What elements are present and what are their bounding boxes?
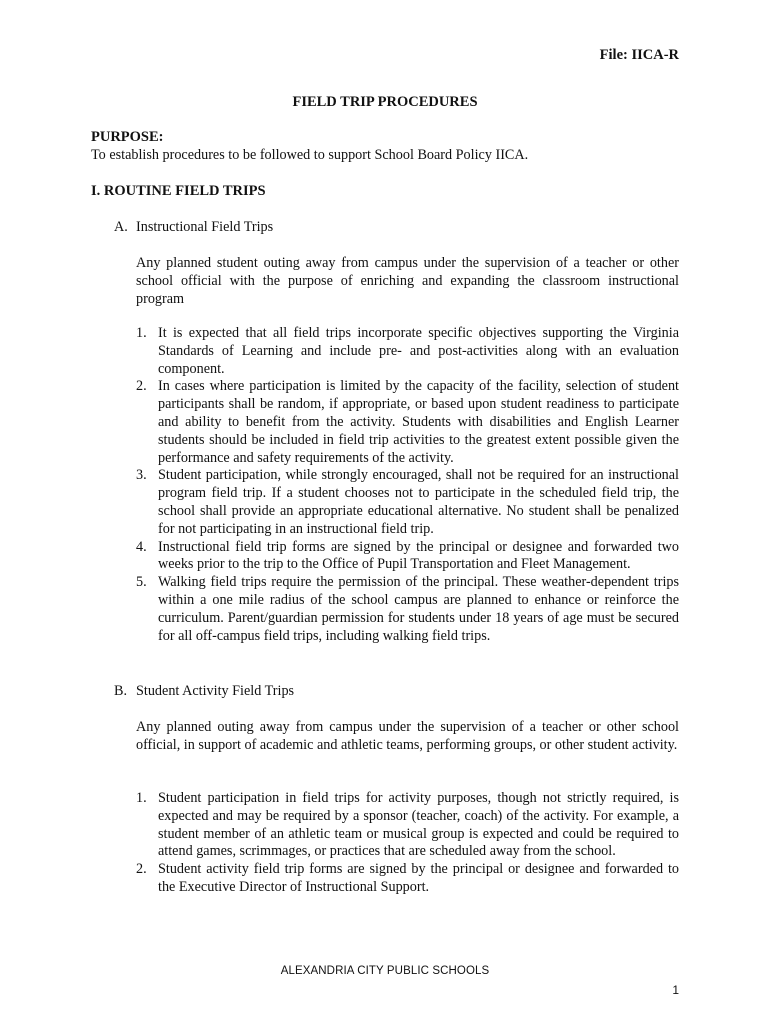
subsection-a-intro: Any planned student outing away from campus under the supervision of a teacher or other school official with the purpose of enriching and expanding the classroom instructional program: [136, 255, 679, 307]
purpose-text: To establish procedures to be followed to support School Board Policy IICA.: [91, 147, 529, 163]
list-item: [136, 467, 679, 538]
purpose-heading: PURPOSE:: [91, 129, 164, 145]
subsection-a-title: Instructional Field Trips: [136, 219, 274, 235]
document-title: FIELD TRIP PROCEDURES: [292, 94, 478, 110]
list-item-number: 4.: [136, 538, 147, 555]
list-item-text: Walking field trips require the permission of the principal. These weather-dependent trips within a one mile radius of the school campus are planned to enhance or reinforce the curriculum. Parent/guardian permission for students under 18 years of age must be secured for all off-campus field trips, including walking field trips.: [158, 574, 679, 644]
subsection-b-intro: Any planned outing away from campus under the supervision of a teacher or other school official, in support of academic and athletic teams, performing groups, or other student activity.: [136, 719, 679, 753]
list-item-number: 3.: [136, 467, 147, 484]
list-item-number: 2.: [136, 378, 147, 395]
subsection-b-letter: B.: [114, 683, 128, 699]
list-item: [136, 325, 679, 378]
subsection-a-letter: A.: [114, 219, 128, 235]
subsection-b-heading: [114, 683, 674, 701]
list-item-text: In cases where participation is limited by the capacity of the facility, selection of student participants shall be random, if appropriate, or based upon student readiness to participate and ability to benefit from the activity. Students with disabilities and English Learner students should be included in field trip activities to the greatest extent possible given the performance and safety requirements of the activity.: [158, 378, 679, 466]
list-item-number: 1.: [136, 790, 147, 806]
subsection-a-heading: [114, 219, 674, 237]
list-item-text: Instructional field trip forms are signed by the principal or designee and forwarded two weeks prior to the trip to the Office of Pupil Transportation and Fleet Management.: [158, 538, 679, 573]
list-item-number: 1.: [136, 325, 147, 341]
section-heading-routine-field-trips: I. ROUTINE FIELD TRIPS: [91, 183, 266, 199]
list-item-text: Student participation, while strongly encouraged, shall not be required for an instructional program field trip. If a student chooses not to participate in the scheduled field trip, the school shall provide an appropriate educational alternative. No student shall be penalized for not participating in an instructional field trip.: [158, 467, 679, 537]
list-item-text: Student activity field trip forms are signed by the principal or designee and forwarded to the Executive Director of Instructional Support.: [158, 861, 679, 895]
list-item-text: It is expected that all field trips incorporate specific objectives supporting the Virginia Standards of Learning and include pre- and post-activities along with an evaluation component.: [158, 325, 679, 377]
list-item-text: Student participation in field trips for activity purposes, though not strictly required, is expected and may be required by a sponsor (teacher, coach) of the activity. For example, a student member of an athletic team or musical group is expected and could be required to attend games, scrimmages, or practices that are scheduled away from the school.: [158, 790, 679, 860]
list-item-number: 2.: [136, 861, 147, 878]
file-label: File: IICA-R: [599, 47, 679, 63]
list-item-number: 5.: [136, 574, 147, 591]
subsection-b-list: [136, 790, 679, 897]
footer-organization: ALEXANDRIA CITY PUBLIC SCHOOLS: [280, 965, 490, 977]
list-item: [136, 378, 679, 467]
subsection-b-title: Student Activity Field Trips: [136, 683, 295, 699]
list-item: [136, 861, 679, 897]
page-number: 1: [672, 983, 679, 997]
list-item: [136, 539, 679, 575]
list-item: [136, 790, 679, 861]
subsection-a-list: [136, 325, 679, 645]
list-item: [136, 574, 679, 645]
